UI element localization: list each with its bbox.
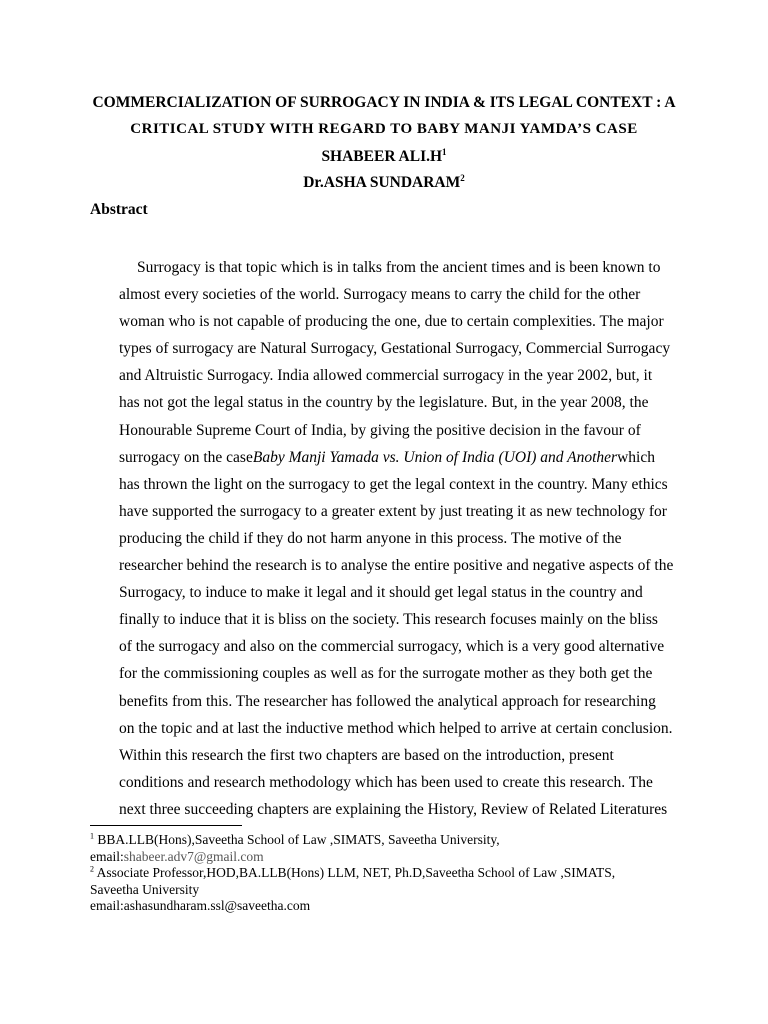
abstract-body [119, 254, 674, 823]
paper-title-line-1: COMMERCIALIZATION OF SURROGACY IN INDIA & ITS LEGAL CONTEXT : A [92, 94, 676, 111]
author-1-footnote-mark: 1 [442, 146, 447, 157]
abstract-line-4: types of surrogacy are Natural Surrogacy, Gestational Surrogacy, Commercial Surrogacy [119, 340, 671, 358]
footnote-1-mark: 1 [90, 831, 94, 841]
footnote-2-mark: 2 [90, 864, 94, 874]
footnote-2-text: Associate Professor,HOD,BA.LLB(Hons) LLM, NET, Ph.D,Saveetha School of Law ,SIMATS, [94, 865, 616, 880]
abstract-line-3: woman who is not capable of producing the one, due to certain complexities. The major [119, 313, 664, 331]
footnote-1-email-line [90, 849, 650, 866]
footnote-1-email-link[interactable]: shabeer.adv7@gmail.com [123, 848, 264, 864]
abstract-line-17: benefits from this. The researcher has followed the analytical approach for researching [119, 692, 656, 710]
abstract-line-10: have supported the surrogacy to a greater extent by just treating it as new technology for [119, 502, 667, 520]
author-2-footnote-mark: 2 [460, 172, 465, 183]
abstract-line-1: Surrogacy is that topic which is in talks from the ancient times and is been known to [137, 259, 661, 276]
abstract-line-14: finally to induce that it is bliss on the society. This research focuses mainly on the bliss [119, 611, 658, 629]
footnotes [90, 832, 650, 915]
abstract-line-12: researcher behind the research is to analyse the entire positive and negative aspects of the [119, 557, 674, 575]
abstract-line-5: and Altruistic Surrogacy. India allowed commercial surrogacy in the year 2002, but, it [119, 367, 653, 385]
case-citation: Baby Manji Yamada vs. Union of India (UOI) and Another [252, 448, 618, 466]
abstract-heading: Abstract [90, 201, 148, 218]
footnote-2-continued: Saveetha University [90, 881, 200, 897]
abstract-line-13: Surrogacy, to induce to make it legal and it should get legal status in the country and [119, 584, 643, 602]
author-2-name: Dr.ASHA SUNDARAM [303, 174, 461, 191]
abstract-line-8-post: which [617, 448, 655, 466]
author-2 [0, 174, 768, 192]
abstract-line-21: next three succeeding chapters are explaining the History, Review of Related Literatures [119, 800, 668, 818]
footnote-1 [90, 832, 650, 849]
abstract-line-2: almost every societies of the world. Surrogacy means to carry the child for the other [119, 286, 641, 304]
footnote-1-text: BBA.LLB(Hons),Saveetha School of Law ,SIMATS, Saveetha University, [94, 832, 500, 847]
abstract-line-9: has thrown the light on the surrogacy to get the legal context in the country. Many ethics [119, 475, 668, 493]
footnote-1-email-label: email: [90, 848, 124, 864]
footnote-2-email-line: email:ashasundharam.ssl@saveetha.com [90, 898, 311, 913]
abstract-line-11: producing the child if they do not harm anyone in this process. The motive of the [119, 529, 622, 547]
abstract-line-7: Honourable Supreme Court of India, by giving the positive decision in the favour of [119, 421, 641, 439]
abstract-line-16: for the commissioning couples as well as for the surrogate mother as they both get the [119, 665, 653, 683]
author-1 [0, 148, 768, 166]
abstract-line-18: on the topic and at last the inductive method which helped to arrive at certain conclusion. [119, 719, 673, 737]
abstract-line-8 [119, 444, 655, 471]
abstract-line-19: Within this research the first two chapters are based on the introduction, present [119, 746, 614, 764]
author-1-name: SHABEER ALI.H [321, 148, 443, 165]
abstract-line-8-pre: surrogacy on the case [119, 448, 253, 466]
abstract-line-15: of the surrogacy and also on the commercial surrogacy, which is a very good alternative [119, 638, 665, 656]
footnote-2 [90, 865, 650, 882]
abstract-line-6: has not got the legal status in the country by the legislature. But, in the year 2008, the [119, 394, 649, 412]
abstract-line-20: conditions and research methodology which has been used to create this research. The [119, 773, 653, 791]
footnote-separator [90, 825, 242, 826]
paper-title-line-2: CRITICAL STUDY WITH REGARD TO BABY MANJI YAMDA’S CASE [130, 121, 638, 137]
